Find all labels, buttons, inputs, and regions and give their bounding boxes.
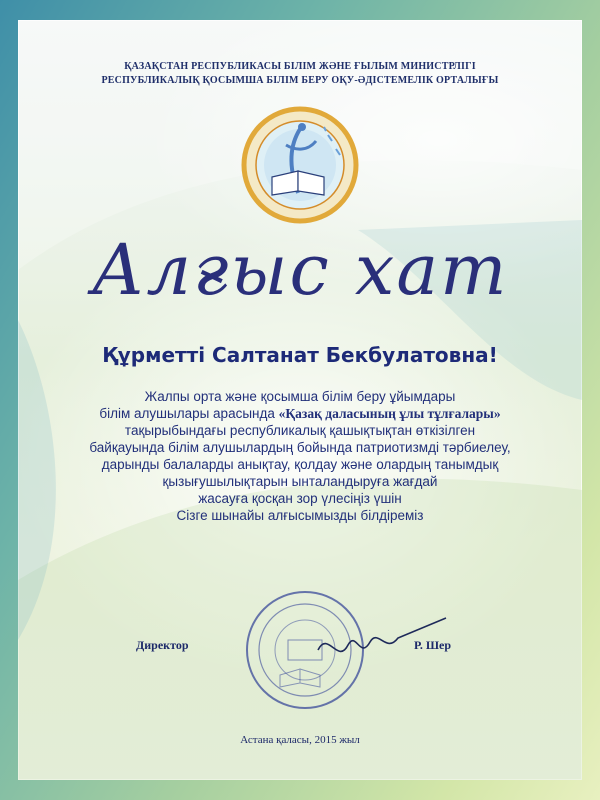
body-line [88, 405, 512, 422]
certificate-body [88, 388, 512, 524]
director-label: Директор [136, 638, 189, 652]
body-line-text: білім алушылары арасында [99, 406, 279, 421]
body-line: байқауында білім алушылардың бойында патриотизмді тәрбиелеу, [89, 440, 511, 455]
body-line: дарынды балаларды анықтау, қолдау және олардың танымдық [101, 457, 499, 472]
body-line: тақырыбындағы республикалық қашықтықтан өткізілген [124, 423, 476, 438]
place-and-year: Астана қаласы, 2015 жыл [240, 734, 360, 746]
certificate-panel [18, 20, 582, 780]
emblem-logo [240, 105, 360, 225]
body-line: Сізге шынайы алғысымызды білдіреміз [176, 508, 424, 523]
center-header: РЕСПУБЛИКАЛЫҚ ҚОСЫМША БІЛІМ БЕРУ ОҚУ-ӘДІСТЕМЕЛІК ОРТАЛЫҒЫ [101, 75, 499, 86]
director-name: Р. Шер [414, 638, 452, 652]
recipient-salutation: Құрметті Салтанат Бекбулатовна! [102, 343, 498, 367]
body-line: Жалпы орта және қосымша білім беру ұйымдары [144, 389, 456, 404]
body-line: қызығушылықтарын ынталандыруға жағдай [162, 474, 438, 489]
body-line: жасауға қосқан зор үлесіңіз үшін [198, 491, 402, 506]
ministry-header: ҚАЗАҚСТАН РЕСПУБЛИКАСЫ БІЛІМ ЖӘНЕ ҒЫЛЫМ МИНИСТРЛІГІ [124, 61, 476, 72]
contest-name: «Қазақ даласының ұлы тұлғалары» [278, 406, 501, 421]
certificate-title: Алғыс хат [91, 229, 509, 311]
